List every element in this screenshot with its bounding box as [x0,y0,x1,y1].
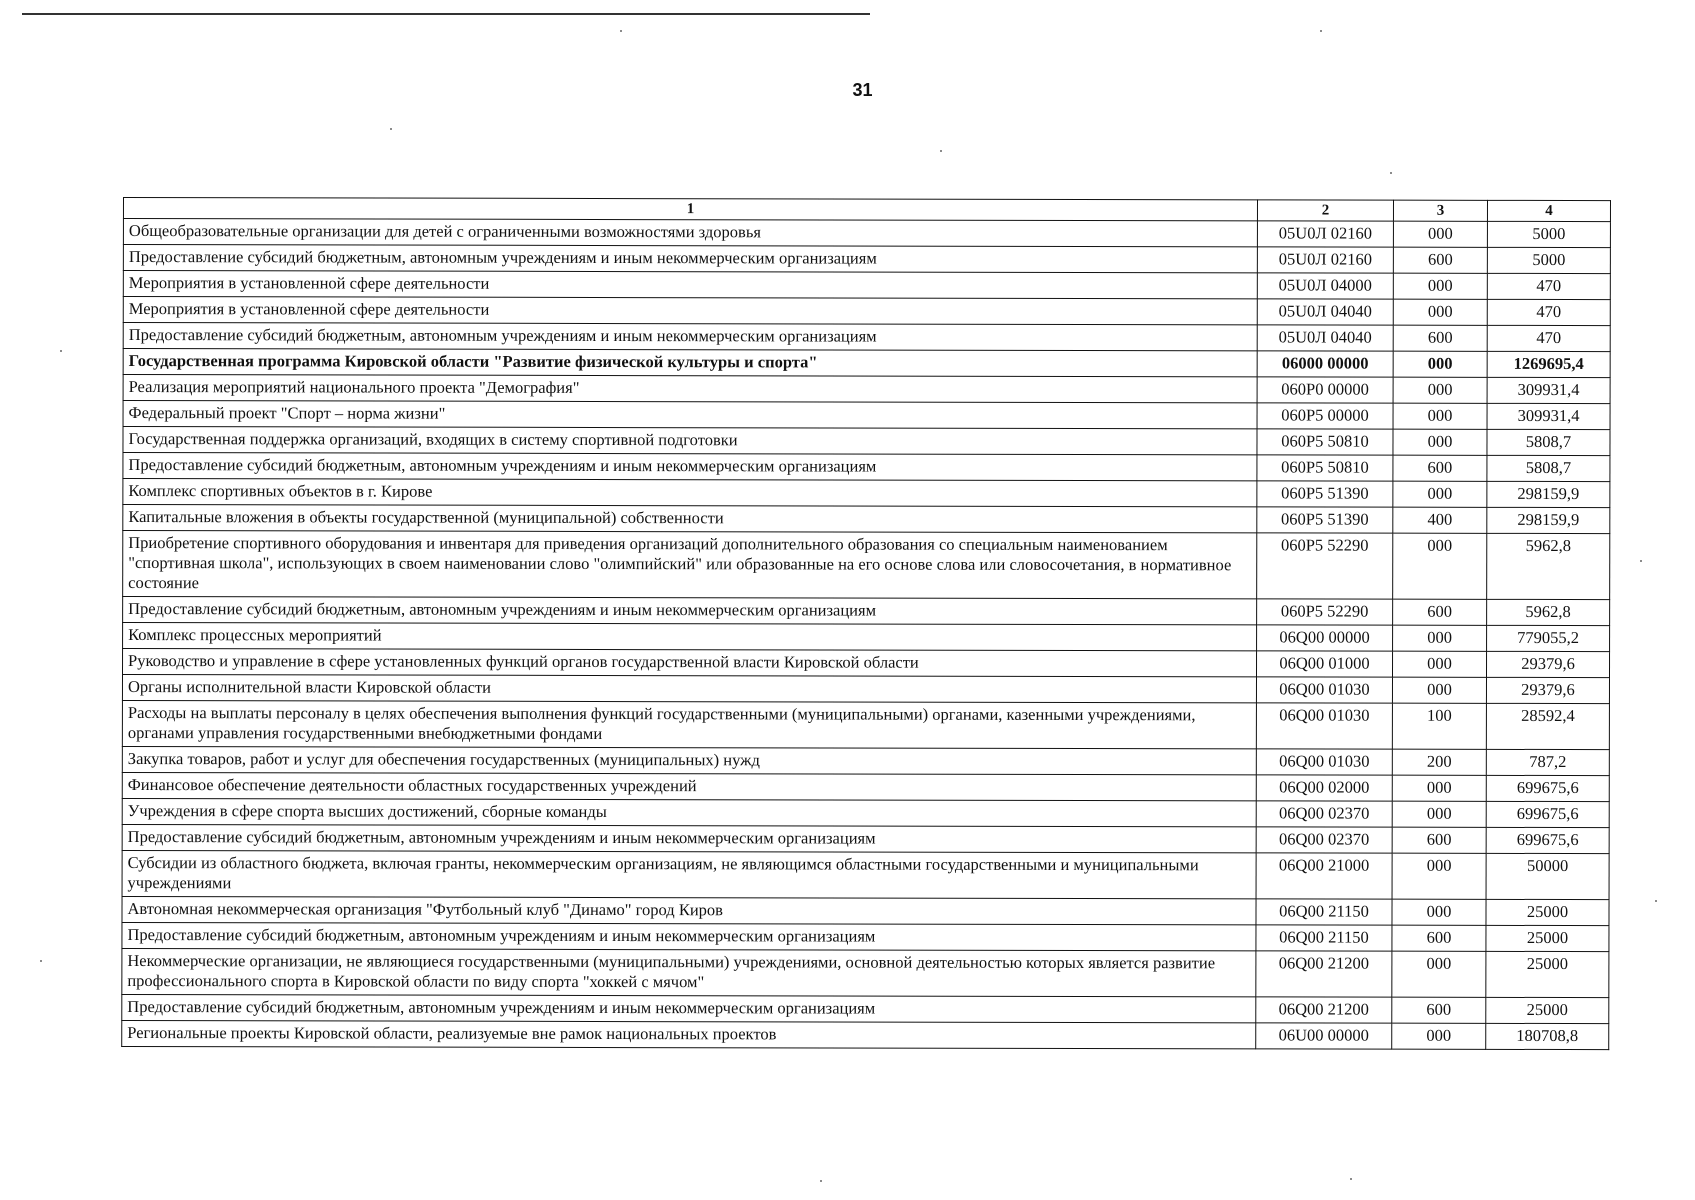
row-code-cell: 06Q00 01030 [1256,703,1392,749]
table-row [123,297,1610,326]
table-row [123,531,1610,600]
scan-speck [40,960,42,962]
column-header-1: 1 [123,198,1257,221]
row-name-cell: Учреждения в сфере спорта высших достижений, сборные команды [122,798,1256,826]
scan-speck [620,30,622,32]
row-type-cell: 100 [1392,703,1486,749]
row-type-cell: 000 [1393,299,1487,325]
row-code-cell: 05U0Л 04040 [1257,325,1393,351]
row-sum-cell: 180708,8 [1486,1023,1609,1049]
row-type-cell: 000 [1392,951,1486,997]
row-sum-cell: 25000 [1486,899,1609,925]
row-type-cell: 000 [1392,801,1486,827]
row-sum-cell: 25000 [1486,951,1609,997]
table-row [123,623,1610,652]
row-sum-cell: 787,2 [1486,749,1609,775]
row-code-cell: 060P5 51390 [1257,507,1393,533]
row-name-cell: Субсидии из областного бюджета, включая гранты, некоммерческим организациям, не являющимся областными государственными и муниципальными учреждениями [122,850,1256,898]
row-sum-cell: 25000 [1486,925,1609,951]
row-sum-cell: 1269695,4 [1487,351,1610,377]
row-type-cell: 600 [1393,325,1487,351]
table-row [122,1020,1609,1049]
row-name-cell: Финансовое обеспечение деятельности областных государственных учреждений [122,772,1256,800]
row-name-cell: Государственная поддержка организаций, входящих в систему спортивной подготовки [123,427,1257,455]
table-row [122,896,1609,925]
row-sum-cell: 699675,6 [1486,775,1609,801]
row-type-cell: 000 [1392,775,1486,801]
row-name-cell: Приобретение спортивного оборудования и инвентаря для приведения организаций дополнительного образования со специальным наименованием "спортивная школа", использующих в своем наименовании слово "олимпийский" или образованные на его основе слова или словосочетания, в нормативное состояние [123,531,1257,599]
row-type-cell: 600 [1392,827,1486,853]
table-row [122,700,1609,749]
row-sum-cell: 5962,8 [1487,533,1610,599]
table-row [122,922,1609,951]
row-sum-cell: 309931,4 [1487,403,1610,429]
row-type-cell: 000 [1393,351,1487,377]
row-name-cell: Капитальные вложения в объекты государственной (муниципальной) собственности [123,505,1257,533]
table-body [122,219,1611,1050]
row-sum-cell: 470 [1487,273,1610,299]
row-name-cell: Предоставление субсидий бюджетным, автономным учреждениям и иным некоммерческим организациям [122,994,1256,1022]
row-type-cell: 000 [1392,899,1486,925]
row-code-cell: 06Q00 21150 [1256,899,1392,925]
top-rule [22,13,870,15]
row-name-cell: Предоставление субсидий бюджетным, автономным учреждениям и иным некоммерческим организациям [123,597,1257,625]
row-name-cell: Мероприятия в установленной сфере деятельности [123,271,1257,299]
row-name-cell: Закупка товаров, работ и услуг для обеспечения государственных (муниципальных) нужд [122,746,1256,774]
table-row [123,401,1610,430]
row-sum-cell: 470 [1487,325,1610,351]
row-name-cell: Предоставление субсидий бюджетным, автономным учреждениям и иным некоммерческим организациям [122,922,1256,950]
row-type-cell: 000 [1393,273,1487,299]
table-row [122,798,1609,827]
row-code-cell: 06Q00 21200 [1256,951,1392,997]
table-row [122,649,1609,678]
row-type-cell: 600 [1392,997,1486,1023]
row-name-cell: Автономная некоммерческая организация "Футбольный клуб "Динамо" город Киров [122,896,1256,924]
row-code-cell: 06U00 00000 [1256,1023,1392,1049]
row-code-cell: 06Q00 02000 [1256,775,1392,801]
column-header-4: 4 [1487,200,1610,221]
row-code-cell: 060P5 51390 [1257,481,1393,507]
row-name-cell: Федеральный проект "Спорт – норма жизни" [123,401,1257,429]
row-name-cell: Предоставление субсидий бюджетным, автономным учреждениям и иным некоммерческим организациям [123,453,1257,481]
scan-speck [60,350,62,352]
row-type-cell: 000 [1393,221,1487,247]
row-code-cell: 06000 00000 [1257,351,1393,377]
page-number: 31 [852,80,873,100]
table-row [122,994,1609,1023]
row-type-cell: 200 [1392,749,1486,775]
row-type-cell: 000 [1392,651,1486,677]
row-name-cell: Реализация мероприятий национального проекта "Демография" [123,375,1257,403]
row-name-cell: Расходы на выплаты персоналу в целях обеспечения выполнения функций государственными (муниципальными) органами, казенными учреждениями, органами управления государственными внебюджетными фондами [122,700,1256,748]
table-row [123,505,1610,534]
row-code-cell: 05U0Л 02160 [1257,247,1393,273]
row-type-cell: 000 [1392,1023,1486,1049]
column-header-2: 2 [1257,200,1393,221]
row-type-cell: 000 [1392,853,1486,899]
row-type-cell: 600 [1393,599,1487,625]
row-sum-cell: 5808,7 [1487,455,1610,481]
row-sum-cell: 699675,6 [1486,827,1609,853]
row-name-cell: Предоставление субсидий бюджетным, автономным учреждениям и иным некоммерческим организациям [123,323,1257,351]
row-sum-cell: 298159,9 [1487,481,1610,507]
table-row [123,271,1610,300]
row-name-cell: Комплекс спортивных объектов в г. Кирове [123,479,1257,507]
row-code-cell: 060P5 50810 [1257,455,1393,481]
row-code-cell: 05U0Л 02160 [1257,221,1393,247]
scan-speck [1655,900,1657,902]
row-type-cell: 000 [1393,533,1487,599]
row-name-cell: Региональные проекты Кировской области, реализуемые вне рамок национальных проектов [122,1020,1256,1048]
row-code-cell: 06Q00 21200 [1256,997,1392,1023]
table-row [122,824,1609,853]
row-code-cell: 06Q00 00000 [1257,625,1393,651]
row-name-cell: Предоставление субсидий бюджетным, автономным учреждениям и иным некоммерческим организациям [122,824,1256,852]
row-code-cell: 060P5 00000 [1257,403,1393,429]
row-type-cell: 600 [1393,455,1487,481]
row-sum-cell: 470 [1487,299,1610,325]
table-row [122,850,1609,899]
row-sum-cell: 779055,2 [1487,625,1610,651]
row-sum-cell: 5808,7 [1487,429,1610,455]
column-header-3: 3 [1393,200,1487,221]
row-type-cell: 400 [1393,507,1487,533]
row-name-cell: Мероприятия в установленной сфере деятельности [123,297,1257,325]
row-code-cell: 06Q00 01030 [1256,749,1392,775]
row-type-cell: 000 [1393,481,1487,507]
row-type-cell: 600 [1393,247,1487,273]
scan-speck [1350,1178,1352,1180]
row-code-cell: 060P0 00000 [1257,377,1393,403]
table-row [123,375,1610,404]
scan-speck [940,150,942,152]
table-row [123,219,1610,248]
row-type-cell: 000 [1393,429,1487,455]
row-code-cell: 06Q00 21000 [1256,853,1392,899]
row-code-cell: 060P5 52290 [1257,533,1393,599]
scan-speck [1640,560,1642,562]
row-sum-cell: 5000 [1487,247,1610,273]
row-sum-cell: 29379,6 [1486,677,1609,703]
table-row [122,746,1609,775]
row-code-cell: 05U0Л 04040 [1257,299,1393,325]
scan-speck [1390,172,1392,174]
row-name-cell: Некоммерческие организации, не являющиеся государственными (муниципальными) учреждениями, основной деятельностью которых является развитие профессионального спорта в Кировской области по виду спорта "хоккей с мячом" [122,948,1256,996]
row-sum-cell: 309931,4 [1487,377,1610,403]
row-sum-cell: 29379,6 [1486,651,1609,677]
row-name-cell: Комплекс процессных мероприятий [123,623,1257,651]
row-type-cell: 000 [1393,377,1487,403]
row-sum-cell: 5962,8 [1487,599,1610,625]
table-row [123,349,1610,378]
row-sum-cell: 28592,4 [1486,703,1609,749]
table-row [122,948,1609,997]
table-row [123,323,1610,352]
row-code-cell: 060P5 50810 [1257,429,1393,455]
table-row [123,453,1610,482]
row-sum-cell: 5000 [1487,221,1610,247]
table-row [123,597,1610,626]
row-code-cell: 060P5 52290 [1257,599,1393,625]
table-row [122,772,1609,801]
row-name-cell: Государственная программа Кировской области "Развитие физической культуры и спорта" [123,349,1257,377]
table-row [123,479,1610,508]
row-name-cell: Предоставление субсидий бюджетным, автономным учреждениям и иным некоммерческим организациям [123,245,1257,273]
row-code-cell: 06Q00 01000 [1256,651,1392,677]
scan-speck [1320,30,1322,32]
row-name-cell: Общеобразовательные организации для детей с ограниченными возможностями здоровья [123,219,1257,247]
row-type-cell: 000 [1393,403,1487,429]
row-type-cell: 000 [1392,677,1486,703]
row-sum-cell: 298159,9 [1487,507,1610,533]
row-sum-cell: 50000 [1486,853,1609,899]
row-code-cell: 06Q00 01030 [1256,677,1392,703]
row-type-cell: 600 [1392,925,1486,951]
table-row [122,675,1609,704]
row-name-cell: Руководство и управление в сфере установленных функций органов государственной власти Кировской области [122,649,1256,677]
row-code-cell: 06Q00 02370 [1256,801,1392,827]
budget-table [121,197,1611,1050]
row-sum-cell: 25000 [1486,997,1609,1023]
scan-speck [820,1180,822,1182]
row-name-cell: Органы исполнительной власти Кировской области [122,675,1256,703]
row-code-cell: 06Q00 21150 [1256,925,1392,951]
table-row [123,427,1610,456]
scan-speck [390,128,392,130]
row-type-cell: 000 [1393,625,1487,651]
row-code-cell: 06Q00 02370 [1256,827,1392,853]
row-sum-cell: 699675,6 [1486,801,1609,827]
table-row [123,245,1610,274]
row-code-cell: 05U0Л 04000 [1257,273,1393,299]
